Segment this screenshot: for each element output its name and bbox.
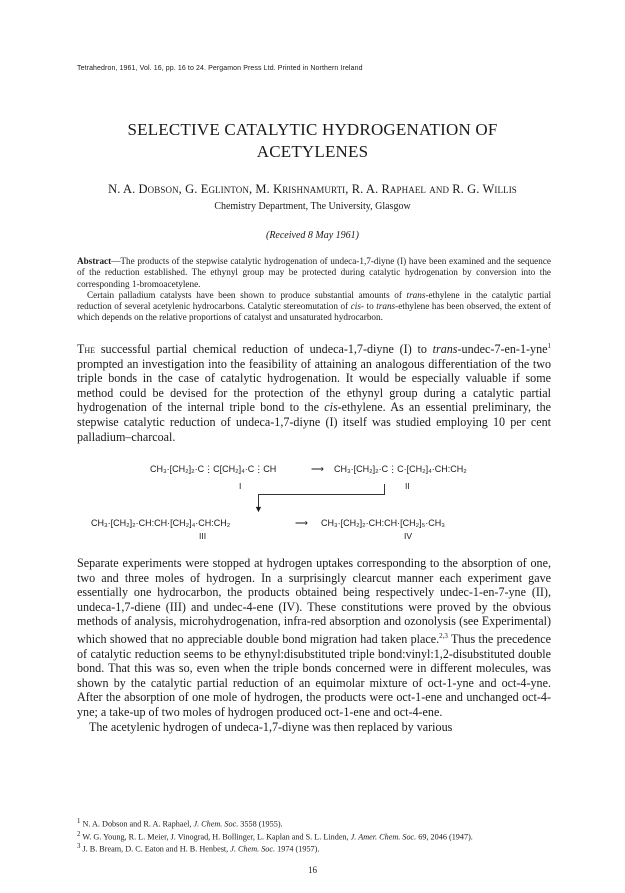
body-paragraph-1: The successful partial chemical reduction of undeca-1,7-diyne (I) to trans-undec-7-en-1-yne$^1$ prompted an investigation into the feasibility of attaining an analogous differentiation of the two triple bonds in the case of catalytic hydrogenation. It would be especially valuable if some method could be devised for the protection of the ethynyl group during a catalytic partial hydrogenation of the internal triple bond to the cis-ethylene. As an essential preliminary, the stepwise catalytic reduction of undeca-1,7-diyne (I) itself was studied employing 10 per cent palladium–charcoal.	[77, 342, 551, 444]
label-III: III	[199, 531, 207, 541]
abstract-label: Abstract	[77, 256, 112, 266]
compound-I-formula: CH₃·[CH₂]₂·C⋮C[CH₂]₄·C⋮CH	[150, 464, 277, 474]
footnote-1: $^1$ N. A. Dobson and R. A. Raphael, J. Chem. Soc. 3558 (1955).	[77, 818, 283, 829]
footnote-3: $^3$ J. B. Bream, D. C. Eaton and H. B. Henbest, J. Chem. Soc. 1974 (1957).	[77, 843, 320, 855]
body-paragraph-3: The acetylenic hydrogen of undeca-1,7-diyne was then replaced by various	[89, 719, 453, 734]
body-paragraph-2: Separate experiments were stopped at hydrogen uptakes corresponding to the absorption of one, two and three moles of hydrogen. In a surprisingly clearcut manner each experiment gave essentially one hydrocarbon, the products obtained being respectively undec-1-en-7-yne (II), undeca-1,7-diene (III) and undec-4-ene (IV). These constitutions were proved by the obvious methods of analysis, microhydrogenation, infra-red absorption and ozonolysis (see Experimental) which showed that no appreciable double bond migration had taken place.$^{2,3}$ Thus the precedence of catalytic reduction seems to be ethynyl:disubstituted triple bond:vinyl:1,2-disubstituted double bond. That this was so, even when the triple bonds concerned were in different molecules, was shown by the catalytic partial reduction of an equimolar mixture of oct-1-yne and oct-4-yne. After the absorption of one mole of hydrogen, the products were oct-1-ene and unchanged oct-4-yne; a take-up of two moles of hydrogen produced oct-1-ene and oct-4-ene. The acetylenic hydrogen of undeca-1,7-diyne was then replaced by various	[77, 556, 551, 734]
abstract-paragraph-2: Certain palladium catalysts have been shown to produce substantial amounts of trans-ethylene in the catalytic partial reduction of several acetylenic hydrocarbons. Catalytic stereomutation of cis- to trans-ethylene has been observed, the extent of which depends on the relative proportions of catalyst and unsaturated hydrocarbon.	[77, 289, 551, 323]
page-number: 16	[308, 865, 317, 875]
compound-IV-formula: CH₃·[CH₂]₂·CH:CH·[CH₂]₅·CH₃	[321, 518, 445, 528]
journal-header: Tetrahedron, 1961, Vol. 16, pp. 16 to 24. Pergamon Press Ltd. Printed in Northern Ireland	[77, 65, 363, 72]
label-I: I	[239, 481, 242, 491]
compound-III-formula: CH₃·[CH₂]₂·CH:CH·[CH₂]₄·CH:CH₂	[91, 518, 231, 528]
label-IV: IV	[404, 531, 413, 541]
compound-II-formula: CH₃·[CH₂]₂·C⋮C·[CH₂]₄·CH:CH₂	[334, 464, 467, 474]
title-line-1: SELECTIVE CATALYTIC HYDROGENATION OF	[127, 120, 498, 139]
reaction-arrow-1: ⟶	[311, 464, 324, 474]
scheme-connector-line	[258, 494, 385, 495]
label-II: II	[405, 481, 410, 491]
authors: N. A. Dobson, G. Eglinton, M. Krishnamurti, R. A. Raphael and R. G. Willis	[108, 182, 517, 196]
scheme-connector-up	[384, 484, 385, 494]
affiliation: Chemistry Department, The University, Glasgow	[214, 201, 411, 212]
title-line-2: ACETYLENES	[256, 142, 369, 161]
abstract	[77, 256, 551, 324]
scheme-down-arrow: ▼	[254, 504, 263, 514]
received-date: (Received 8 May 1961)	[265, 230, 359, 241]
abstract-paragraph-1: Abstract—The products of the stepwise catalytic hydrogenation of undeca-1,7-diyne (I) have been examined and the sequence of the reduction established. The ethynyl group may be protected during catalytic hydrogenation by conversion into the corresponding 1-bromoacetylene.	[77, 256, 551, 289]
footnote-2: $^2$ W. G. Young, R. L. Meier, J. Vinograd, H. Bollinger, L. Kaplan and S. L. Linden, J. Amer. Chem. Soc. 69, 2046 (1947).	[77, 830, 473, 842]
footnotes	[77, 817, 551, 855]
reaction-arrow-2: ⟶	[295, 518, 308, 528]
